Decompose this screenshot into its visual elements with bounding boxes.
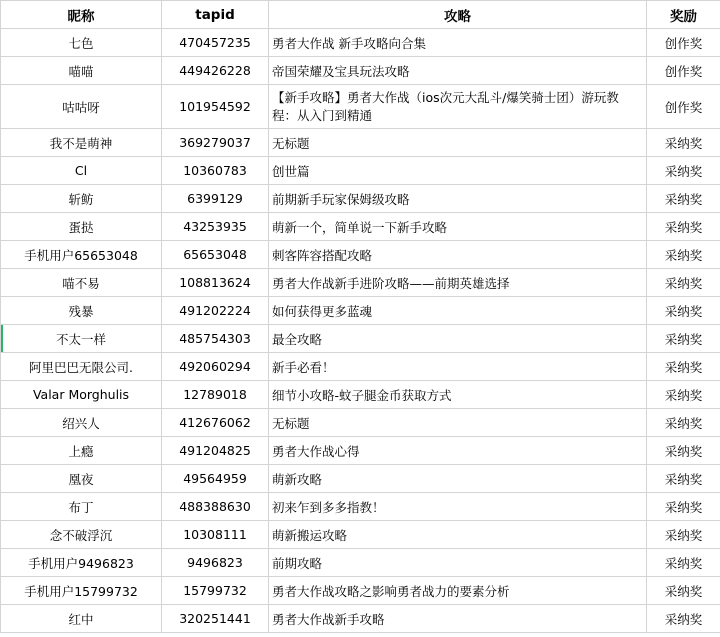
award-cell: 采纳奖 [647, 241, 720, 269]
header-nickname: 昵称 [1, 1, 162, 29]
nickname-cell: 上瘾 [1, 437, 162, 465]
table-row [1, 465, 720, 493]
award-cell: 采纳奖 [647, 185, 720, 213]
award-cell: 创作奖 [647, 85, 720, 129]
header-row [1, 1, 720, 29]
tapid-cell: 412676062 [162, 409, 269, 437]
tapid-cell: 101954592 [162, 85, 269, 129]
table-row [1, 409, 720, 437]
nickname-cell: 阿里巴巴无限公司. [1, 353, 162, 381]
guide-cell: 帝国荣耀及宝具玩法攻略 [269, 57, 647, 85]
guide-cell: 前期攻略 [269, 549, 647, 577]
nickname-cell: 绍兴人 [1, 409, 162, 437]
nickname-cell: 布丁 [1, 493, 162, 521]
nickname-cell: 蛋挞 [1, 213, 162, 241]
nickname-cell: 七色 [1, 29, 162, 57]
award-cell: 采纳奖 [647, 381, 720, 409]
guide-cell: 无标题 [269, 409, 647, 437]
tapid-cell: 369279037 [162, 129, 269, 157]
table-row [1, 213, 720, 241]
tapid-cell: 65653048 [162, 241, 269, 269]
nickname-cell: 喵喵 [1, 57, 162, 85]
header-award: 奖励 [647, 1, 720, 29]
award-cell: 采纳奖 [647, 605, 720, 633]
guide-cell: 萌新攻略 [269, 465, 647, 493]
table-row [1, 381, 720, 409]
guide-cell: 创世篇 [269, 157, 647, 185]
tapid-cell: 491202224 [162, 297, 269, 325]
award-cell: 创作奖 [647, 29, 720, 57]
award-cell: 采纳奖 [647, 129, 720, 157]
nickname-cell: 手机用户9496823 [1, 549, 162, 577]
award-cell: 采纳奖 [647, 465, 720, 493]
guide-cell: 初来乍到多多指教！ [269, 493, 647, 521]
guide-cell: 萌新一个，简单说一下新手攻略 [269, 213, 647, 241]
table-row [1, 85, 720, 129]
guide-cell: 勇者大作战心得 [269, 437, 647, 465]
nickname-cell: 斩鲂 [1, 185, 162, 213]
nickname-cell: Valar Morghulis [1, 381, 162, 409]
award-cell: 采纳奖 [647, 269, 720, 297]
guide-cell: 刺客阵容搭配攻略 [269, 241, 647, 269]
tapid-cell: 10360783 [162, 157, 269, 185]
table-row [1, 269, 720, 297]
tapid-cell: 492060294 [162, 353, 269, 381]
award-cell: 采纳奖 [647, 409, 720, 437]
tapid-cell: 485754303 [162, 325, 269, 353]
guide-cell: 勇者大作战攻略之影响勇者战力的要素分析 [269, 577, 647, 605]
award-cell: 采纳奖 [647, 493, 720, 521]
award-cell: 采纳奖 [647, 157, 720, 185]
nickname-cell: 咕咕呀 [1, 85, 162, 129]
tapid-cell: 491204825 [162, 437, 269, 465]
header-tapid: tapid [162, 1, 269, 29]
award-cell: 采纳奖 [647, 549, 720, 577]
table-row [1, 577, 720, 605]
tapid-cell: 15799732 [162, 577, 269, 605]
guide-cell: 新手必看！ [269, 353, 647, 381]
table-row [1, 29, 720, 57]
table-row [1, 549, 720, 577]
tapid-cell: 6399129 [162, 185, 269, 213]
award-cell: 采纳奖 [647, 325, 720, 353]
tapid-cell: 449426228 [162, 57, 269, 85]
nickname-cell: Cl [1, 157, 162, 185]
table-row [1, 353, 720, 381]
nickname-cell: 我不是萌神 [1, 129, 162, 157]
guide-cell: 最全攻略 [269, 325, 647, 353]
award-cell: 采纳奖 [647, 213, 720, 241]
guide-cell: 萌新搬运攻略 [269, 521, 647, 549]
tapid-cell: 488388630 [162, 493, 269, 521]
header-guide: 攻略 [269, 1, 647, 29]
nickname-cell: 喵不易 [1, 269, 162, 297]
nickname-cell: 残暴 [1, 297, 162, 325]
tapid-cell: 320251441 [162, 605, 269, 633]
award-cell: 创作奖 [647, 57, 720, 85]
nickname-cell: 凰夜 [1, 465, 162, 493]
guide-cell: 勇者大作战 新手攻略向合集 [269, 29, 647, 57]
guide-cell: 如何获得更多蓝魂 [269, 297, 647, 325]
guide-cell: 细节小攻略-蚊子腿金币获取方式 [269, 381, 647, 409]
award-cell: 采纳奖 [647, 521, 720, 549]
guide-cell: 前期新手玩家保姆级攻略 [269, 185, 647, 213]
nickname-cell: 不太一样 [1, 325, 162, 353]
award-cell: 采纳奖 [647, 353, 720, 381]
tapid-cell: 10308111 [162, 521, 269, 549]
tapid-cell: 108813624 [162, 269, 269, 297]
tapid-cell: 9496823 [162, 549, 269, 577]
tapid-cell: 43253935 [162, 213, 269, 241]
table-row [1, 129, 720, 157]
tapid-cell: 49564959 [162, 465, 269, 493]
nickname-cell: 手机用户15799732 [1, 577, 162, 605]
award-cell: 采纳奖 [647, 437, 720, 465]
table-row [1, 57, 720, 85]
nickname-cell: 手机用户65653048 [1, 241, 162, 269]
guide-cell: 【新手攻略】勇者大作战（ios次元大乱斗/爆笑骑士团）游玩教程：从入门到精通 [269, 85, 647, 129]
guide-cell: 勇者大作战新手攻略 [269, 605, 647, 633]
table-row [1, 521, 720, 549]
table-row [1, 437, 720, 465]
nickname-cell: 红中 [1, 605, 162, 633]
table-row [1, 241, 720, 269]
nickname-cell: 念不破浮沉 [1, 521, 162, 549]
award-cell: 采纳奖 [647, 297, 720, 325]
tapid-cell: 470457235 [162, 29, 269, 57]
guide-cell: 勇者大作战新手进阶攻略——前期英雄选择 [269, 269, 647, 297]
table-row [1, 493, 720, 521]
table-row [1, 325, 720, 353]
award-cell: 采纳奖 [647, 577, 720, 605]
table-row [1, 185, 720, 213]
table-row [1, 157, 720, 185]
table-row [1, 605, 720, 633]
table-row [1, 297, 720, 325]
guide-cell: 无标题 [269, 129, 647, 157]
tapid-cell: 12789018 [162, 381, 269, 409]
